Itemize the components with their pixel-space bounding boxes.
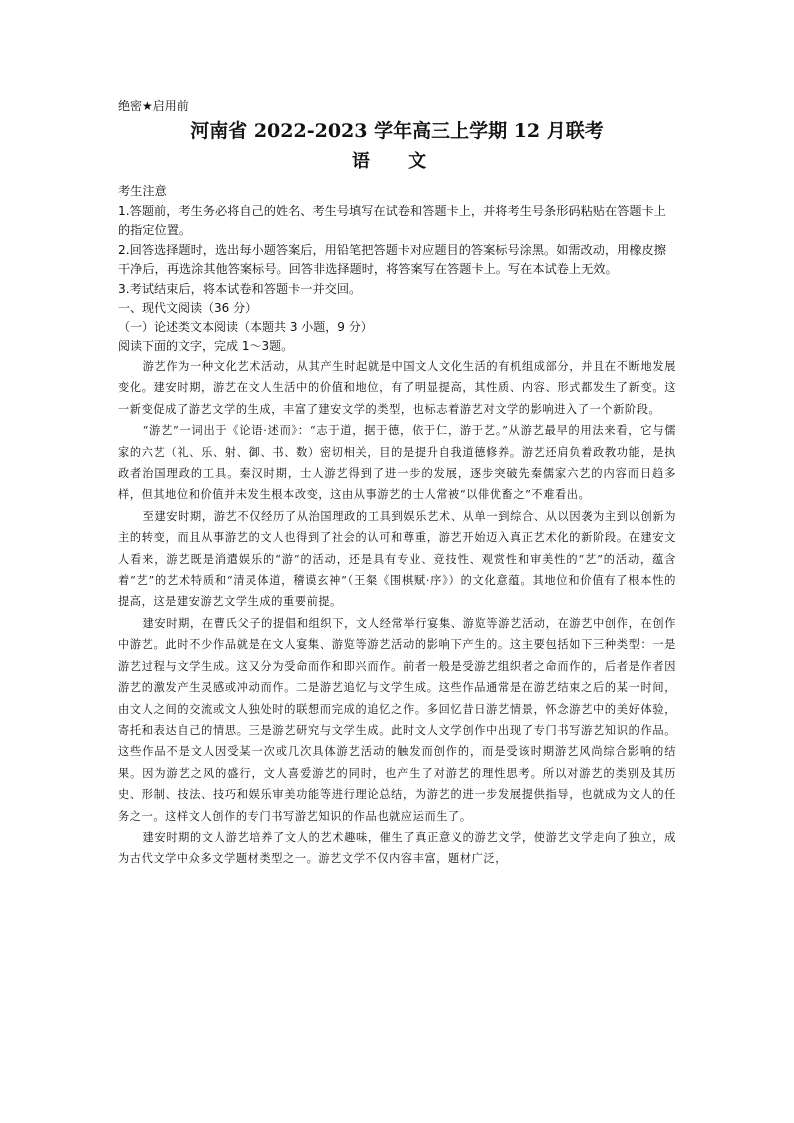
passage-paragraph-4: 建安时期，在曹氏父子的提倡和组织下，文人经常举行宴集、游览等游艺活动，在游艺中创作，在创作中游艺。此时不少作品就是在文人宴集、游览等游艺活动的影响下产生的。这主要包括如下三种类型：一是游艺过程与文学生成。这又分为受命而作和即兴而作。前者一般是受游艺组织者之命而作的，后者是作者因游艺的激发产生灵感或冲动而作。二是游艺追忆与文学生成。这些作品通常是在游艺结束之后的某一时间，由文人之间的交流或文人独处时的联想而完成的追忆之作。多回忆昔日游艺情景，怀念游艺中的美好体验，寄托和表达自己的情思。三是游艺研究与文学生成。此时文人文学创作中出现了专门书写游艺知识的作品。这些作品不是文人因受某一次或几次具体游艺活动的触发而创作的，而是受该时期游艺风尚综合影响的结果。因为游艺之风的盛行，文人喜爱游艺的同时，也产生了对游艺的理性思考。所以对游艺的类别及其历史、形制、技法、技巧和娱乐审美功能等进行理论总结，为游艺的进一步发展提供指导，也就成为文人的任务之一。这样文人创作的专门书写游艺知识的作品也就应运而生了。: [118, 616, 676, 823]
passage-paragraph-1: 游艺作为一种文化艺术活动，从其产生时起就是中国文人文化生活的有机组成部分，并且在不断地发展变化。建安时期，游艺在文人生活中的价值和地位，有了明显提高，其性质、内容、形式都发生了新变。这一新变促成了游艺文学的生成，丰富了建安文学的类型，也标志着游艺对文学的影响进入了一个新阶段。: [118, 360, 676, 416]
passage-paragraph-3: 至建安时期，游艺不仅经历了从治国理政的工具到娱乐艺术、从单一到综合、从以因袭为主到以创新为主的转变，而且从事游艺的文人也得到了社会的认可和尊重，游艺开始迈入真正艺术化的新阶段。在建安文人看来，游艺既是消遣娱乐的“游”的活动，还是具有专业、竞技性、观赏性和审美性的“艺”的活动，蕴含着“艺”的艺术特质和“清灵体道，稽谟玄神”（王粲《围棋赋·序》）的文化意蕴。其地位和价值有了根本性的提高，这是建安游艺文学生成的重要前提。: [118, 509, 676, 609]
reading-instruction: 阅读下面的文字，完成 1～3题。: [118, 339, 294, 353]
notice-item-3: 3.考试结束后，将本试卷和答题卡一并交回。: [118, 281, 362, 296]
notice-heading: 考生注意: [118, 184, 167, 198]
subject-title: 语 文: [351, 151, 443, 172]
subsection-heading: （一）论述类文本阅读（本题共 3 小题，9 分）: [118, 320, 373, 334]
notice-item-2: 2.回答选择题时，选出每小题答案后，用铅笔把答题卡对应题目的答案标号涂黑。如需改动，用橡皮擦干净后，再选涂其他答案标号。回答非选择题时，将答案写在答题卡上。写在本试卷上无效。: [118, 242, 666, 276]
notice-item-1: 1.答题前，考生务必将自己的姓名、考生号填写在试卷和答题卡上，并将考生号条形码粘贴在答题卡上的指定位置。: [118, 203, 666, 237]
candidate-notice: [118, 182, 676, 299]
passage-paragraph-2: “游艺”一词出于《论语·述而》：“志于道，据于德，依于仁，游于艺。”从游艺最早的用法来看，它与儒家的六艺（礼、乐、射、御、书、数）密切相关，目的是提升自我道德修养。游艺还肩负着政教功能，是执政者治国理政的工具。秦汉时期，士人游艺得到了进一步的发展，逐步突破先秦儒家六艺的内容而日趋多样，但其地位和价值并未发生根本改变，这由从事游艺的士人常被“以俳优畜之”不难看出。: [118, 424, 676, 502]
exam-title: 河南省 2022-2023 学年高三上学期 12 月联考: [190, 120, 604, 142]
exam-page: [118, 98, 676, 870]
passage-paragraph-5: 建安时期的文人游艺培养了文人的艺术趣味，催生了真正意义的游艺文学，使游艺文学走向了独立，成为古代文学中众多文学题材类型之一。游艺文学不仅内容丰富，题材广泛，: [118, 830, 676, 866]
reading-passage: [118, 356, 676, 870]
section-heading: 一、现代文阅读（36 分）: [118, 301, 258, 315]
secret-mark: 绝密★启用前: [118, 99, 189, 113]
